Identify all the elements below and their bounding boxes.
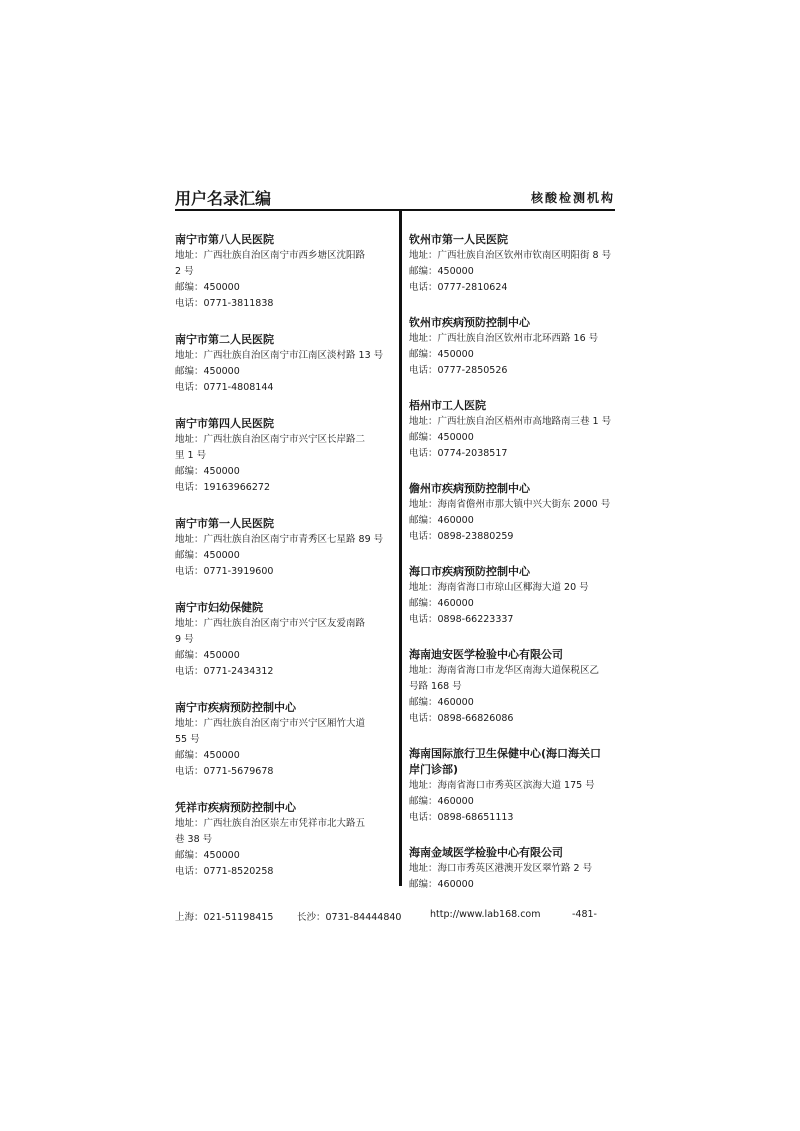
entry-detail-line: 地址：海南省儋州市那大镇中兴大街东 2000 号 xyxy=(409,499,611,510)
entry-detail-line: 55 号 xyxy=(175,734,200,745)
institution-name: 南宁市第四人民医院 xyxy=(175,417,274,430)
footer-changsha-phone: 长沙：0731-84444840 xyxy=(297,912,402,923)
left-column xyxy=(175,232,395,900)
column-divider xyxy=(399,210,402,886)
directory-entry xyxy=(409,232,619,296)
entry-detail-line: 地址：海南省海口市秀英区滨海大道 175 号 xyxy=(409,780,595,791)
entry-detail-line: 2 号 xyxy=(175,266,194,277)
entry-detail-line: 电话：0771-2434312 xyxy=(175,666,274,677)
entry-detail-line: 地址：广西壮族自治区梧州市高地路南三巷 1 号 xyxy=(409,416,612,427)
entry-detail-line: 邮编：460000 xyxy=(409,598,474,609)
entry-detail-line: 地址：广西壮族自治区南宁市青秀区七星路 89 号 xyxy=(175,534,384,545)
institution-name: 海南金域医学检验中心有限公司 xyxy=(409,846,563,859)
entry-detail-line: 电话：0771-3919600 xyxy=(175,566,274,577)
institution-name: 南宁市第一人民医院 xyxy=(175,517,274,530)
directory-entry xyxy=(175,416,395,496)
directory-entry xyxy=(175,516,395,580)
entry-detail-line: 地址：海南省海口市龙华区南海大道保税区乙 xyxy=(409,665,600,676)
entry-detail-line: 电话：0898-23880259 xyxy=(409,531,514,542)
entry-detail-line: 电话：0774-2038517 xyxy=(409,448,508,459)
entry-detail-line: 邮编：450000 xyxy=(175,750,240,761)
entry-detail-line: 邮编：450000 xyxy=(409,349,474,360)
right-column xyxy=(409,232,619,912)
directory-entry xyxy=(175,800,395,880)
entry-detail-line: 邮编：450000 xyxy=(175,282,240,293)
institution-name: 海口市疾病预防控制中心 xyxy=(409,565,530,578)
entry-detail-line: 地址：广西壮族自治区南宁市兴宁区长岸路二 xyxy=(175,434,366,445)
entry-detail-line: 地址：广西壮族自治区崇左市凭祥市北大路五 xyxy=(175,818,366,829)
institution-name-cont: 岸门诊部) xyxy=(409,763,459,776)
page-header xyxy=(175,186,615,210)
directory-entry xyxy=(409,845,619,893)
institution-name: 南宁市第二人民医院 xyxy=(175,333,274,346)
entry-detail-line: 9 号 xyxy=(175,634,194,645)
entry-detail-line: 电话：0771-8520258 xyxy=(175,866,274,877)
entry-detail-line: 邮编：450000 xyxy=(175,650,240,661)
institution-name: 钦州市疾病预防控制中心 xyxy=(409,316,530,329)
directory-entry xyxy=(175,700,395,780)
entry-detail-line: 地址：广西壮族自治区南宁市兴宁区厢竹大道 xyxy=(175,718,366,729)
entry-detail-line: 邮编：450000 xyxy=(409,432,474,443)
page-number: -481- xyxy=(572,909,597,920)
footer-url[interactable]: http://www.lab168.com xyxy=(430,909,541,920)
entry-detail-line: 电话：0771-3811838 xyxy=(175,298,274,309)
entry-detail-line: 地址：广西壮族自治区钦州市北环西路 16 号 xyxy=(409,333,599,344)
entry-detail-line: 电话：0771-5679678 xyxy=(175,766,274,777)
directory-entry xyxy=(409,647,619,727)
directory-entry xyxy=(175,232,395,312)
entry-detail-line: 地址：广西壮族自治区南宁市江南区淡村路 13 号 xyxy=(175,350,384,361)
directory-entry xyxy=(175,332,395,396)
directory-entry xyxy=(409,315,619,379)
entry-detail-line: 邮编：460000 xyxy=(409,796,474,807)
entry-detail-line: 地址：广西壮族自治区南宁市兴宁区友爱南路 xyxy=(175,618,366,629)
entry-detail-line: 地址：广西壮族自治区钦州市钦南区明阳街 8 号 xyxy=(409,250,612,261)
directory-entry xyxy=(409,564,619,628)
institution-name: 凭祥市疾病预防控制中心 xyxy=(175,801,296,814)
page-title: 用户名录汇编 xyxy=(175,189,272,208)
entry-detail-line: 地址：海口市秀英区港澳开发区翠竹路 2 号 xyxy=(409,863,593,874)
entry-detail-line: 邮编：450000 xyxy=(175,550,240,561)
entry-detail-line: 电话：0777-2810624 xyxy=(409,282,508,293)
directory-entry xyxy=(409,481,619,545)
institution-name: 钦州市第一人民医院 xyxy=(409,233,508,246)
entry-detail-line: 电话：0898-66223337 xyxy=(409,614,514,625)
entry-detail-line: 电话：0771-4808144 xyxy=(175,382,274,393)
page-footer xyxy=(175,909,615,923)
entry-detail-line: 地址：广西壮族自治区南宁市西乡塘区沈阳路 xyxy=(175,250,366,261)
entry-detail-line: 邮编：450000 xyxy=(175,466,240,477)
institution-name: 南宁市第八人民医院 xyxy=(175,233,274,246)
entry-detail-line: 邮编：460000 xyxy=(409,697,474,708)
directory-entry xyxy=(175,600,395,680)
entry-detail-line: 电话：19163966272 xyxy=(175,482,270,493)
entry-detail-line: 邮编：450000 xyxy=(409,266,474,277)
entry-detail-line: 邮编：460000 xyxy=(409,879,474,890)
entry-detail-line: 邮编：450000 xyxy=(175,366,240,377)
institution-name: 儋州市疾病预防控制中心 xyxy=(409,482,530,495)
entry-detail-line: 地址：海南省海口市琼山区椰海大道 20 号 xyxy=(409,582,589,593)
directory-entry xyxy=(409,746,619,826)
section-title: 核酸检测机构 xyxy=(530,191,615,205)
entry-detail-line: 电话：0777-2850526 xyxy=(409,365,508,376)
institution-name: 海南国际旅行卫生保健中心(海口海关口 xyxy=(409,747,602,760)
entry-detail-line: 号路 168 号 xyxy=(409,681,462,692)
header-rule xyxy=(175,209,615,211)
institution-name: 南宁市疾病预防控制中心 xyxy=(175,701,296,714)
entry-detail-line: 电话：0898-68651113 xyxy=(409,812,514,823)
institution-name: 南宁市妇幼保健院 xyxy=(175,601,263,614)
entry-detail-line: 巷 38 号 xyxy=(175,834,213,845)
entry-detail-line: 电话：0898-66826086 xyxy=(409,713,514,724)
directory-entry xyxy=(409,398,619,462)
footer-shanghai-phone: 上海：021-51198415 xyxy=(175,912,274,923)
entry-detail-line: 里 1 号 xyxy=(175,450,207,461)
entry-detail-line: 邮编：460000 xyxy=(409,515,474,526)
institution-name: 海南迪安医学检验中心有限公司 xyxy=(409,648,563,661)
institution-name: 梧州市工人医院 xyxy=(409,399,486,412)
entry-detail-line: 邮编：450000 xyxy=(175,850,240,861)
